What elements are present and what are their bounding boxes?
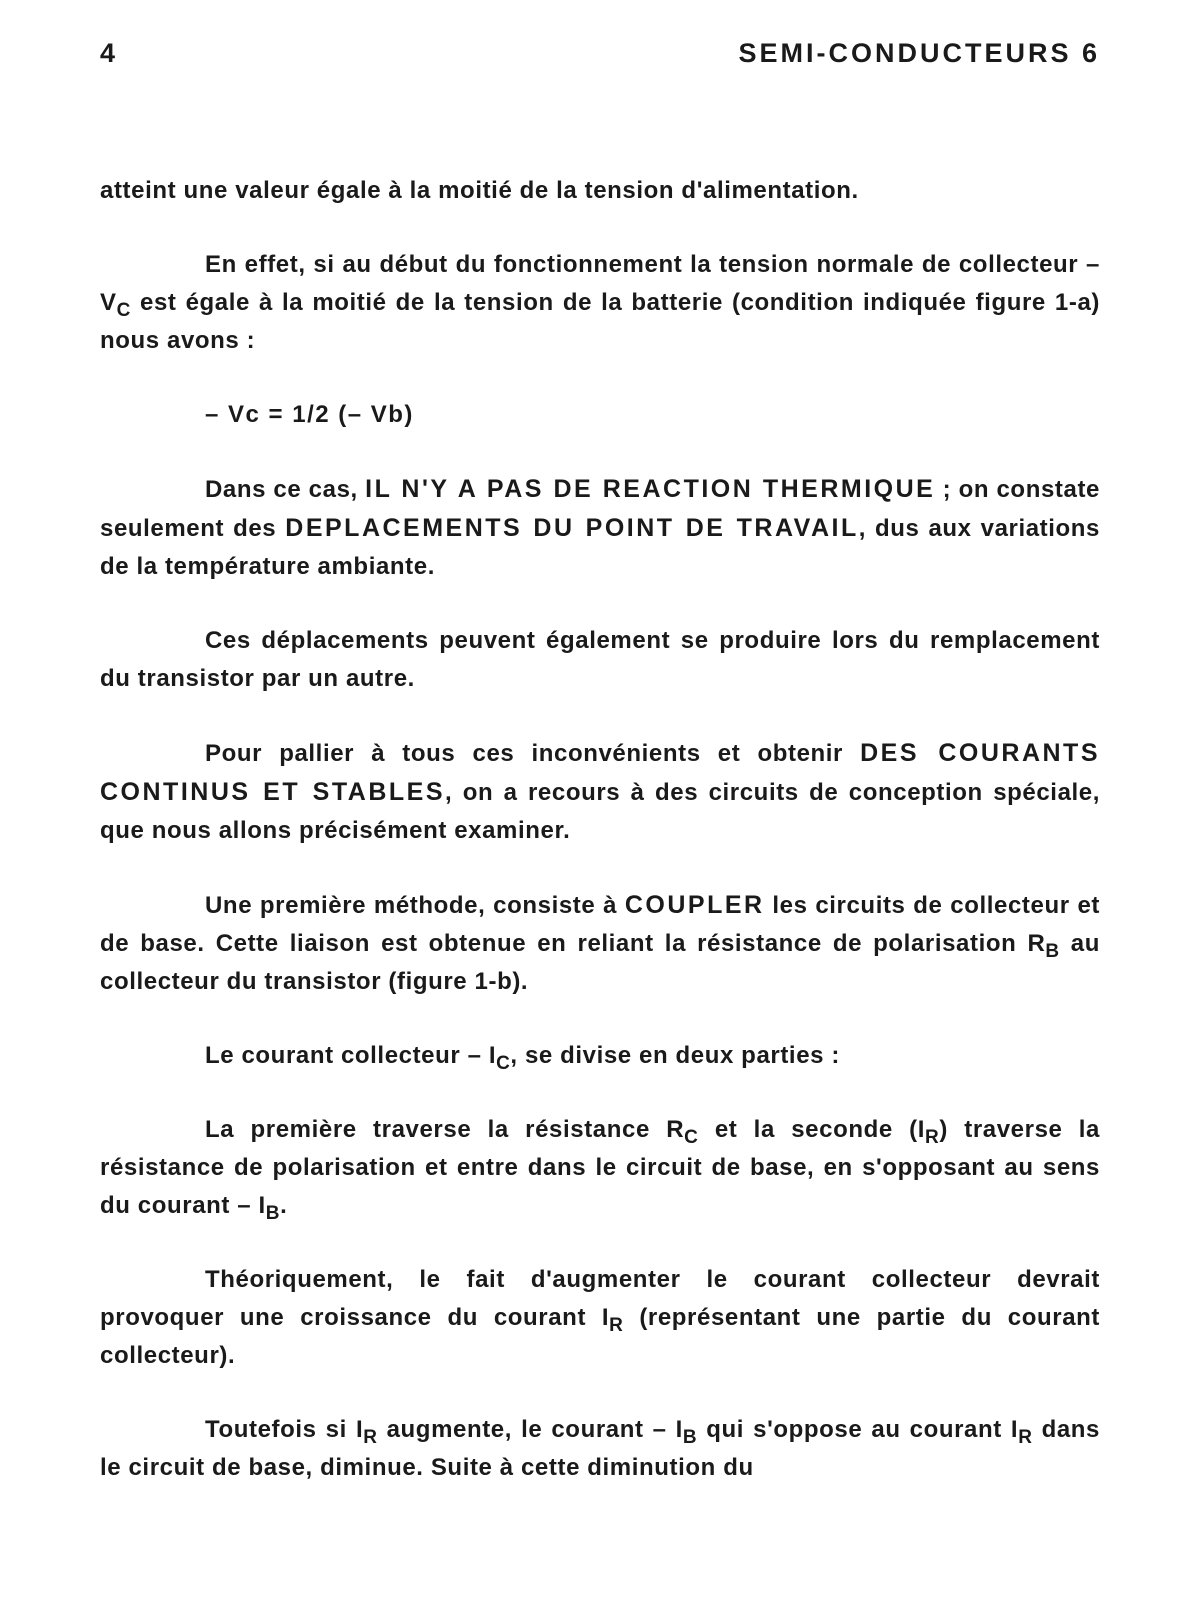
paragraph-9 bbox=[100, 1261, 1100, 1375]
paragraph-5 bbox=[100, 734, 1100, 850]
page-header bbox=[100, 38, 1100, 78]
p6-subscript: B bbox=[1045, 941, 1060, 962]
paragraph-8 bbox=[100, 1111, 1100, 1225]
p10-subscript-2: B bbox=[682, 1427, 698, 1448]
p8-text-c: ) traverse la résistance de polarisation et entre dans le circuit de base, en s'opposant au sens du courant – I bbox=[100, 1116, 1101, 1219]
paragraph-10 bbox=[100, 1411, 1100, 1487]
p10-text-b: augmente, le courant – I bbox=[377, 1416, 683, 1443]
paragraph-3 bbox=[100, 470, 1100, 586]
p4-text: Ces déplacements peuvent également se produire lors du remplacement du transistor par un autre. bbox=[100, 627, 1100, 692]
p8-text-a: La première traverse la résistance R bbox=[205, 1116, 685, 1143]
paragraph-6 bbox=[100, 886, 1100, 1001]
p5-caps: DES COURANTS CONTINUS ET STABLES bbox=[100, 739, 1101, 806]
p10-subscript-1: R bbox=[363, 1427, 378, 1448]
paragraph-7 bbox=[100, 1037, 1100, 1075]
p1-text: atteint une valeur égale à la moitié de la tension d'alimentation. bbox=[100, 177, 859, 204]
p5-text-b: , on a recours à des circuits de conception spéciale, que nous allons précisément examiner. bbox=[100, 779, 1100, 844]
p8-text-b: et la seconde (I bbox=[698, 1116, 925, 1143]
page-number: 4 bbox=[100, 38, 118, 68]
p10-text-c: qui s'oppose au courant I bbox=[697, 1416, 1019, 1443]
p5-text-a: Pour pallier à tous ces inconvénients et obtenir bbox=[205, 740, 861, 767]
p6-text-c: au collecteur du transistor (figure 1-b). bbox=[100, 930, 1100, 995]
p8-subscript-2: R bbox=[925, 1127, 940, 1148]
p2-subscript: C bbox=[116, 300, 131, 321]
p3-text-b: ; on constate seulement des bbox=[100, 476, 1100, 542]
p9-text-a: Théoriquement, le fait d'augmenter le courant collecteur devrait provoquer une croissance du courant I bbox=[100, 1266, 1100, 1331]
p10-subscript-3: R bbox=[1018, 1427, 1033, 1448]
p2-text-a: En effet, si au début du fonctionnement la tension normale de collecteur – V bbox=[100, 251, 1100, 316]
p6-caps: COUPLER bbox=[624, 891, 765, 919]
p2-text-b: est égale à la moitié de la tension de la batterie (condition indiquée figure 1-a) nous avons : bbox=[100, 289, 1100, 354]
paragraph-4 bbox=[100, 622, 1100, 698]
p3-caps-2: DEPLACEMENTS DU POINT DE TRAVAIL bbox=[285, 514, 859, 542]
p10-text-a: Toutefois si I bbox=[205, 1416, 364, 1443]
paragraph-1 bbox=[100, 172, 1100, 210]
p10-text-d: dans le circuit de base, diminue. Suite à cette diminution du bbox=[100, 1416, 1100, 1481]
running-head: SEMI-CONDUCTEURS 6 bbox=[738, 38, 1100, 68]
p9-text-b: (représentant une partie du courant collecteur). bbox=[100, 1304, 1101, 1369]
p8-subscript-1: C bbox=[684, 1127, 699, 1148]
formula: – Vc = 1/2 (– Vb) bbox=[205, 401, 414, 428]
p3-text-a: Dans ce cas, bbox=[205, 476, 366, 503]
p8-subscript-3: B bbox=[265, 1203, 281, 1224]
p6-text-b: les circuits de collecteur et de base. Cette liaison est obtenue en reliant la résistance de polarisation R bbox=[100, 892, 1100, 957]
body-text bbox=[100, 172, 1100, 1487]
p3-caps-1: IL N'Y A PAS DE REACTION THERMIQUE bbox=[365, 475, 936, 503]
p7-subscript: C bbox=[496, 1053, 511, 1074]
p9-subscript: R bbox=[609, 1315, 624, 1336]
p6-text-a: Une première méthode, consiste à bbox=[205, 892, 625, 919]
paragraph-2 bbox=[100, 246, 1100, 360]
p7-text-b: , se divise en deux parties : bbox=[510, 1042, 840, 1069]
p7-text-a: Le courant collecteur – I bbox=[205, 1042, 497, 1069]
p8-text-d: . bbox=[280, 1192, 288, 1219]
p3-text-c: , dus aux variations de la température ambiante. bbox=[100, 515, 1100, 580]
